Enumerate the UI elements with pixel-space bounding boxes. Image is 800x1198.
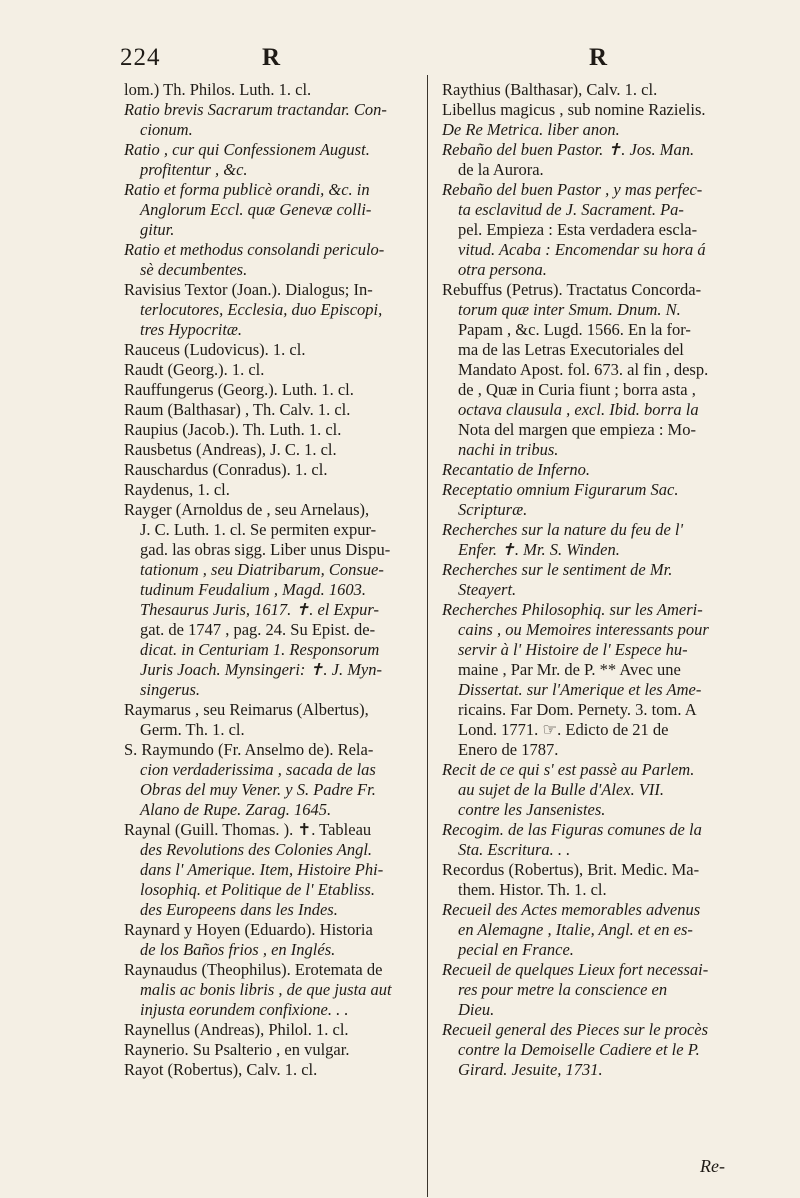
entry-line: dicat. in Centuriam 1. Responsorum (140, 640, 380, 659)
entry-line: Recueil des Actes memorables advenus (442, 900, 701, 919)
entry-line: ta esclavitud de J. Sacrament. Pa- (458, 200, 684, 219)
entry-line: Raynerio. Su Psalterio , en vulgar. (124, 1040, 350, 1059)
entry-line: Recherches sur le sentiment de Mr. (442, 560, 673, 579)
entry-line: cion verdaderissima , sacada de las (140, 760, 376, 779)
entry-line: Germ. Th. 1. cl. (140, 720, 245, 739)
entry-line: Rayot (Robertus), Calv. 1. cl. (124, 1060, 318, 1079)
entry-line: des Revolutions des Colonies Angl. (140, 840, 373, 859)
entry-line: Anglorum Eccl. quæ Genevæ colli- (140, 200, 372, 219)
entry-line: Ravisius Textor (Joan.). Dialogus; In- (124, 280, 373, 299)
entry-line: pel. Empieza : Esta verdadera escla- (458, 220, 698, 239)
entry-line: tationum , seu Diatribarum, Consue- (140, 560, 384, 579)
entry-line: Lond. 1771. ☞. Edicto de 21 de (458, 720, 669, 739)
entry-line: Enfer. ✝. Mr. S. Winden. (458, 540, 620, 559)
entry-line: ricains. Far Dom. Pernety. 3. tom. A (458, 700, 697, 719)
entry-line: au sujet de la Bulle d'Alex. VII. (458, 780, 665, 799)
entry-line: de , Quæ in Curia fiunt ; borra asta , (458, 380, 696, 399)
entry-line: Sta. Escritura. . . (458, 840, 571, 859)
page-number: 224 (120, 44, 161, 71)
entry-line: sè decumbentes. (140, 260, 248, 279)
entry-line: gat. de 1747 , pag. 24. Su Epist. de- (140, 620, 376, 639)
entry-line: Raudt (Georg.). 1. cl. (124, 360, 265, 379)
entry-line: Recogim. de las Figuras comunes de la (442, 820, 702, 839)
entry-line: Enero de 1787. (458, 740, 559, 759)
entry-line: pecial en France. (458, 940, 574, 959)
entry-line: Rayger (Arnoldus de , seu Arnelaus), (124, 500, 370, 519)
entry-line: Recit de ce qui s' est passè au Parlem. (442, 760, 695, 779)
entry-line: gad. las obras sigg. Liber unus Dispu- (140, 540, 391, 559)
entry-line: Raynaudus (Theophilus). Erotemata de (124, 960, 383, 979)
entry-line: torum quæ inter Smum. Dnum. N. (458, 300, 681, 319)
entry-line: otra persona. (458, 260, 547, 279)
left-column (124, 80, 436, 1080)
entry-line: nachi in tribus. (458, 440, 559, 459)
entry-line: Rauschardus (Conradus). 1. cl. (124, 460, 328, 479)
entry-line: Dissertat. sur l'Amerique et les Ame- (458, 680, 702, 699)
entry-line: lom.) Th. Philos. Luth. 1. cl. (124, 80, 312, 99)
entry-line: Raynellus (Andreas), Philol. 1. cl. (124, 1020, 349, 1039)
entry-line: contre les Jansenistes. (458, 800, 606, 819)
entry-line: tudinum Feudalium , Magd. 1603. (140, 580, 366, 599)
entry-line: Raynal (Guill. Thomas. ). ✝. Tableau (124, 820, 372, 839)
entry-line: singerus. (140, 680, 201, 699)
entry-line: Rebuffus (Petrus). Tractatus Concorda- (442, 280, 702, 299)
entry-line: en Alemagne , Italie, Angl. et en es- (458, 920, 693, 939)
entry-line: maine , Par Mr. de P. ** Avec une (458, 660, 681, 679)
entry-line: Raydenus, 1. cl. (124, 480, 230, 499)
entry-line: Receptatio omnium Figurarum Sac. (442, 480, 679, 499)
entry-line: Raythius (Balthasar), Calv. 1. cl. (442, 80, 658, 99)
entry-line: Ratio , cur qui Confessionem August. (124, 140, 370, 159)
entry-line: Raupius (Jacob.). Th. Luth. 1. cl. (124, 420, 342, 439)
entry-line: des Europeens dans les Indes. (140, 900, 338, 919)
entry-line: tres Hypocritæ. (140, 320, 243, 339)
entry-line: de los Baños frios , en Inglés. (140, 940, 336, 959)
running-head-left: R (262, 44, 281, 71)
entry-line: Recueil de quelques Lieux fort necessai- (442, 960, 709, 979)
entry-line: Rebaño del buen Pastor. ✝. Jos. Man. (442, 140, 695, 159)
entry-line: Recantatio de Inferno. (442, 460, 591, 479)
entry-line: vitud. Acaba : Encomendar su hora á (458, 240, 706, 259)
entry-line: Steayert. (458, 580, 517, 599)
entry-line: De Re Metrica. liber anon. (442, 120, 620, 139)
entry-line: terlocutores, Ecclesia, duo Episcopi, (140, 300, 383, 319)
right-column (442, 80, 754, 1080)
entry-line: ma de las Letras Executoriales del (458, 340, 684, 359)
entry-line: losophiq. et Politique de l' Etabliss. (140, 880, 375, 899)
entry-line: Ratio et forma publicè orandi, &c. in (124, 180, 370, 199)
entry-line: Rebaño del buen Pastor , y mas perfec- (442, 180, 703, 199)
entry-line: de la Aurora. (458, 160, 544, 179)
entry-line: Rausbetus (Andreas), J. C. 1. cl. (124, 440, 337, 459)
entry-line: Girard. Jesuite, 1731. (458, 1060, 603, 1079)
running-head-right: R (589, 44, 608, 71)
catchword: Re- (700, 1156, 725, 1176)
entry-line: Recherches Philosophiq. sur les Ameri- (442, 600, 703, 619)
entry-line: gitur. (140, 220, 175, 239)
entry-line: Recordus (Robertus), Brit. Medic. Ma- (442, 860, 700, 879)
entry-line: Raum (Balthasar) , Th. Calv. 1. cl. (124, 400, 351, 419)
entry-line: dans l' Amerique. Item, Histoire Phi- (140, 860, 384, 879)
entry-line: cains , ou Memoires interessants pour (458, 620, 709, 639)
entry-line: Rauceus (Ludovicus). 1. cl. (124, 340, 306, 359)
entry-line: Recherches sur la nature du feu de l' (442, 520, 684, 539)
entry-line: Recueil general des Pieces sur le procès (442, 1020, 709, 1039)
entry-line: cionum. (140, 120, 193, 139)
entry-line: J. C. Luth. 1. cl. Se permiten expur- (140, 520, 377, 539)
entry-line: res pour metre la conscience en (458, 980, 668, 999)
entry-line: malis ac bonis libris , de que justa aut (140, 980, 392, 999)
entry-line: contre la Demoiselle Cadiere et le P. (458, 1040, 700, 1059)
entry-line: Raynard y Hoyen (Eduardo). Historia (124, 920, 373, 939)
entry-line: Juris Joach. Mynsingeri: ✝. J. Myn- (140, 660, 383, 679)
entry-line: Obras del muy Vener. y S. Padre Fr. (140, 780, 376, 799)
entry-line: Ratio brevis Sacrarum tractandar. Con- (124, 100, 387, 119)
entry-line: Rauffungerus (Georg.). Luth. 1. cl. (124, 380, 354, 399)
entry-line: Papam , &c. Lugd. 1566. En la for- (458, 320, 691, 339)
entry-line: injusta eorundem confixione. . . (140, 1000, 349, 1019)
entry-line: octava clausula , excl. Ibid. borra la (458, 400, 699, 419)
entry-line: Mandato Apost. fol. 673. al fin , desp. (458, 360, 709, 379)
entry-line: Scripturæ. (458, 500, 528, 519)
entry-line: them. Histor. Th. 1. cl. (458, 880, 607, 899)
entry-line: servir à l' Histoire de l' Espece hu- (458, 640, 688, 659)
entry-line: S. Raymundo (Fr. Anselmo de). Rela- (124, 740, 374, 759)
entry-line: Libellus magicus , sub nomine Razielis. (442, 100, 706, 119)
entry-line: Nota del margen que empieza : Mo- (458, 420, 696, 439)
entry-line: Ratio et methodus consolandi periculo- (124, 240, 385, 259)
entry-line: profitentur , &c. (140, 160, 248, 179)
entry-line: Alano de Rupe. Zarag. 1645. (140, 800, 332, 819)
entry-line: Thesaurus Juris, 1617. ✝. el Expur- (140, 600, 379, 619)
entry-line: Raymarus , seu Reimarus (Albertus), (124, 700, 369, 719)
entry-line: Dieu. (458, 1000, 495, 1019)
